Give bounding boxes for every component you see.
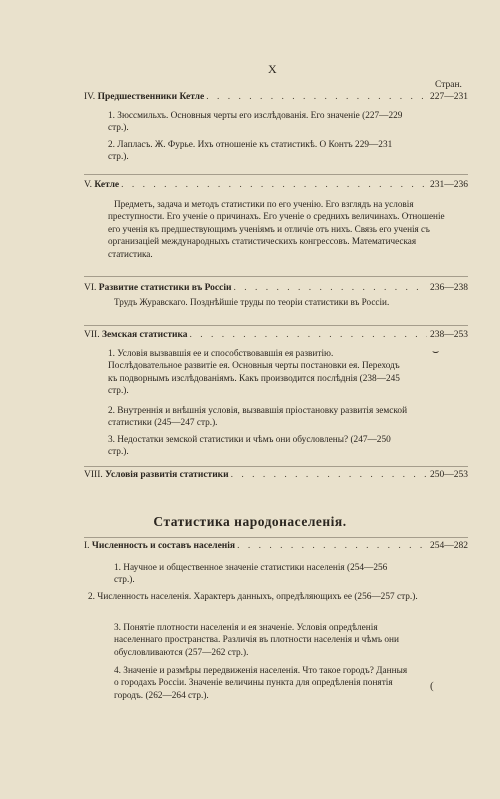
toc-item: 3. Понятіе плотности населенія и ея значеніе. Условія опредѣленія населеннаго пространства. Различія въ плотности населенія и чѣмъ они обусловливаются (257—262 стр.). <box>114 623 399 658</box>
section-pages: 236—238 <box>430 283 468 293</box>
section-pages: 238—253 <box>430 330 468 340</box>
section-pages: 231—236 <box>430 180 468 190</box>
toc-item: 2. Численность населенія. Характеръ данныхъ, опредѣляющихъ ее (256—257 стр.). <box>88 592 418 602</box>
section-title: Развитие статистики въ Россiи <box>98 283 232 293</box>
section-title: Земская статистика <box>101 330 188 340</box>
divider <box>84 325 468 326</box>
toc-section-vii <box>84 330 468 340</box>
divider <box>84 466 468 467</box>
section-title: Предшественники Кетле <box>97 92 205 102</box>
section-title: Условія развитія статистики <box>105 470 229 480</box>
toc-section-i <box>84 541 468 551</box>
section-pages: 254—282 <box>430 541 468 551</box>
part-heading: Статистика народонаселенія. <box>153 514 347 529</box>
toc-item: 3. Недостатки земской статистики и чѣмъ они обусловлены? (247—250 стр.). <box>108 435 391 458</box>
leader-dots <box>206 92 427 102</box>
toc-section-viii <box>84 470 468 480</box>
section-number: I. <box>84 541 90 551</box>
section-pages: 250—253 <box>430 470 468 480</box>
toc-section-vi <box>84 283 468 293</box>
margin-mark: ⌣ <box>432 346 440 358</box>
toc-section-iv <box>84 92 468 102</box>
toc-item: 1. Условія вызвавшія ее и способствовавшія ея развитію. Послѣдовательное развитіе ея. Основныя черты постановки ея. Переходъ къ подворнымъ изслѣдованіямъ. Какъ производится послѣднія (238—245 стр.). <box>108 349 400 397</box>
divider <box>84 537 468 538</box>
margin-mark: ( <box>430 680 434 692</box>
section-pages: 227—231 <box>430 92 468 102</box>
leader-dots <box>233 283 427 293</box>
divider <box>84 174 468 175</box>
leader-dots <box>237 541 427 551</box>
section-number: VIII. <box>84 470 103 480</box>
toc-section-v <box>84 180 468 190</box>
section-title: Кетле <box>94 180 120 190</box>
section-description: Трудъ Журавскаго. Позднѣйшіе труды по теоріи статистики въ Россіи. <box>114 297 390 307</box>
leader-dots <box>121 180 427 190</box>
toc-item: 1. Научное и общественное значеніе статистики населенія (254—256 стр.). <box>114 563 388 586</box>
toc-item: 2. Внутреннія и внѣшнія условія, вызвавшія пріостановку развитія земской статистики (245—247 стр.). <box>108 406 408 429</box>
section-title: Численность и составъ населенія <box>91 541 236 551</box>
page-number: X <box>268 62 277 76</box>
toc-item: 2. Лапласъ. Ж. Фурье. Ихъ отношеніе къ статистикѣ. О Контъ 229—231 стр.). <box>108 140 393 163</box>
toc-item: 1. Зюссмильхъ. Основныя черты его изслѣдованія. Его значеніе (227—229 стр.). <box>108 111 403 134</box>
leader-dots <box>190 330 427 340</box>
section-number: VI. <box>84 283 97 293</box>
leader-dots <box>231 470 427 480</box>
section-description: Предметъ, задача и методъ статистики по его ученію. Его взглядъ на условія преступности. Его ученіе о причинахъ. Его ученіе о среднихъ величинахъ. Отношеніе его ученія къ предшествующимъ ученіямъ и отличіе отъ нихъ. Связь его ученія съ организацiей международныхъ статистическихъ конгрессовъ. Математическая статистика. <box>108 199 445 259</box>
section-number: IV. <box>84 92 96 102</box>
section-number: VII. <box>84 330 100 340</box>
toc-item: 4. Значеніе и размѣры передвиженія населенія. Что такое городъ? Данныя о городахъ Россіи. Значеніе величины пункта для опредѣленія понятія городъ. (262—264 стр.). <box>114 666 408 701</box>
pages-column-header: Стран. <box>435 80 462 90</box>
divider <box>84 276 468 277</box>
section-number: V. <box>84 180 93 190</box>
